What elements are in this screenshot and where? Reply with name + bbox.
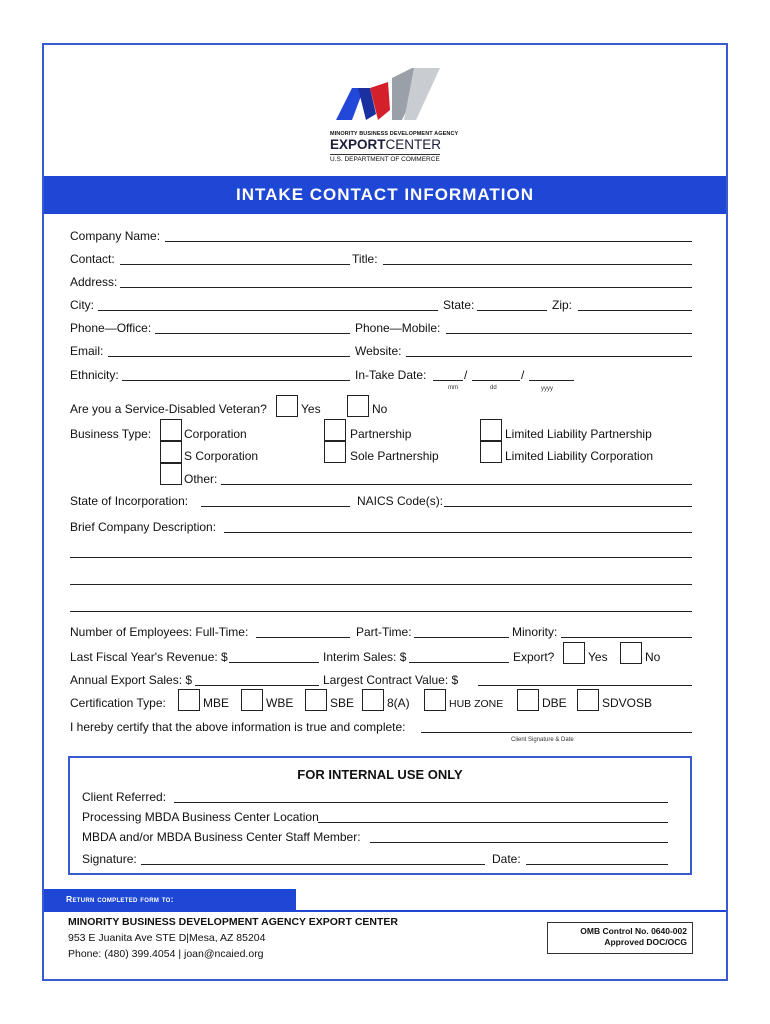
8a-checkbox[interactable] — [362, 689, 384, 711]
llc-checkbox[interactable] — [480, 441, 502, 463]
email-field[interactable] — [108, 356, 350, 357]
yyyy-caption: yyyy — [541, 386, 553, 392]
intake-day-field[interactable] — [472, 380, 520, 381]
website-field[interactable] — [406, 356, 692, 357]
internal-use-title: FOR INTERNAL USE ONLY — [297, 767, 463, 782]
full-time-label: Number of Employees: Full-Time: — [70, 625, 249, 639]
logo-export-center: EXPORTCENTER — [330, 137, 442, 152]
veteran-yes-checkbox[interactable] — [276, 395, 298, 417]
part-time-label: Part-Time: — [356, 625, 412, 639]
mbda-logo-mark — [330, 68, 452, 130]
sbe-checkbox[interactable] — [305, 689, 327, 711]
ethnicity-field[interactable] — [122, 380, 350, 381]
veteran-no-label: No — [372, 402, 388, 416]
title-label: Title: — [352, 252, 378, 266]
intake-year-field[interactable] — [529, 380, 574, 381]
address-field[interactable] — [120, 287, 692, 288]
export-question: Export? — [513, 650, 555, 664]
logo-department-text: U.S. DEPARTMENT OF COMMERCE — [330, 156, 440, 163]
s-corporation-label: S Corporation — [184, 449, 259, 463]
export-yes-checkbox[interactable] — [563, 642, 585, 664]
client-referred-label: Client Referred: — [82, 790, 167, 804]
partnership-checkbox[interactable] — [324, 419, 346, 441]
contact-label: Contact: — [70, 252, 115, 266]
other-checkbox[interactable] — [160, 463, 182, 485]
date-separator: / — [464, 368, 468, 382]
sbe-label: SBE — [330, 696, 355, 710]
veteran-question: Are you a Service-Disabled Veteran? — [70, 402, 267, 416]
other-label: Other: — [184, 472, 218, 486]
hubzone-checkbox[interactable] — [424, 689, 446, 711]
ethnicity-label: Ethnicity: — [70, 368, 119, 382]
export-yes-label: Yes — [588, 650, 608, 664]
full-time-field[interactable] — [256, 637, 350, 638]
staff-member-label: MBDA and/or MBDA Business Center Staff Member: — [82, 830, 361, 844]
city-field[interactable] — [98, 310, 438, 311]
zip-field[interactable] — [578, 310, 692, 311]
certification-label: Certification Type: — [70, 696, 166, 710]
internal-signature-field[interactable] — [141, 864, 485, 865]
sole-partnership-checkbox[interactable] — [324, 441, 346, 463]
state-incorporation-label: State of Incorporation: — [70, 494, 189, 508]
state-incorporation-field[interactable] — [201, 506, 350, 507]
mbe-label: MBE — [203, 696, 230, 710]
export-no-label: No — [645, 650, 661, 664]
8a-label: 8(A) — [387, 696, 410, 710]
return-divider — [44, 910, 726, 912]
date-separator: / — [521, 368, 525, 382]
processing-location-label: Processing MBDA Business Center Location — [82, 810, 319, 824]
staff-member-field[interactable] — [370, 842, 668, 843]
description-line[interactable] — [70, 557, 692, 558]
company-name-field[interactable] — [165, 241, 692, 242]
corporation-label: Corporation — [184, 427, 247, 441]
interim-sales-field[interactable] — [409, 662, 509, 663]
mbe-checkbox[interactable] — [178, 689, 200, 711]
internal-date-label: Date: — [492, 852, 521, 866]
other-field[interactable] — [221, 484, 692, 485]
dd-caption: dd — [490, 385, 497, 391]
zip-label: Zip: — [552, 298, 573, 312]
description-line[interactable] — [70, 584, 692, 585]
certify-statement: I hereby certify that the above information is true and complete: — [70, 720, 406, 734]
last-fiscal-label: Last Fiscal Year's Revenue: $ — [70, 650, 228, 664]
return-address: 953 E Juanita Ave STE D|Mesa, AZ 85204 — [68, 932, 266, 944]
description-label: Brief Company Description: — [70, 520, 217, 534]
description-field[interactable] — [224, 532, 692, 533]
veteran-yes-label: Yes — [301, 402, 321, 416]
phone-mobile-label: Phone—Mobile: — [355, 321, 441, 335]
phone-office-label: Phone—Office: — [70, 321, 152, 335]
phone-office-field[interactable] — [155, 333, 350, 334]
phone-mobile-field[interactable] — [446, 333, 692, 334]
contact-field[interactable] — [120, 264, 350, 265]
title-field[interactable] — [383, 264, 692, 265]
omb-control-box — [547, 922, 693, 954]
partnership-label: Partnership — [350, 427, 412, 441]
minority-field[interactable] — [561, 637, 692, 638]
processing-location-field[interactable] — [318, 822, 668, 823]
internal-signature-label: Signature: — [82, 852, 137, 866]
omb-approved: Approved DOC/OCG — [604, 937, 687, 947]
corporation-checkbox[interactable] — [160, 419, 182, 441]
sdvosb-checkbox[interactable] — [577, 689, 599, 711]
return-form-tab: Return completed form to: — [44, 889, 296, 910]
return-org-name: MINORITY BUSINESS DEVELOPMENT AGENCY EXPORT CENTER — [68, 916, 399, 928]
last-fiscal-field[interactable] — [229, 662, 319, 663]
dbe-label: DBE — [542, 696, 567, 710]
logo-agency-text: MINORITY BUSINESS DEVELOPMENT AGENCY — [330, 131, 459, 137]
naics-field[interactable] — [444, 506, 692, 507]
s-corporation-checkbox[interactable] — [160, 441, 182, 463]
internal-date-field[interactable] — [526, 864, 668, 865]
part-time-field[interactable] — [414, 637, 509, 638]
website-label: Website: — [355, 344, 402, 358]
address-label: Address: — [70, 275, 118, 289]
email-label: Email: — [70, 344, 104, 358]
annual-export-field[interactable] — [195, 685, 319, 686]
intake-month-field[interactable] — [433, 380, 463, 381]
page-title: INTAKE CONTACT INFORMATION — [44, 176, 726, 214]
description-line[interactable] — [70, 611, 692, 612]
hubzone-label: HUB ZONE — [449, 698, 504, 710]
return-phone-email: Phone: (480) 399.4054 | joan@ncaied.org — [68, 948, 264, 960]
wbe-checkbox[interactable] — [241, 689, 263, 711]
llp-checkbox[interactable] — [480, 419, 502, 441]
minority-label: Minority: — [512, 625, 558, 639]
client-signature-field[interactable] — [421, 732, 692, 733]
llc-label: Limited Liability Corporation — [505, 449, 654, 463]
largest-contract-label: Largest Contract Value: $ — [323, 673, 459, 687]
state-field[interactable] — [477, 310, 547, 311]
wbe-label: WBE — [266, 696, 294, 710]
interim-sales-label: Interim Sales: $ — [323, 650, 407, 664]
sole-partnership-label: Sole Partnership — [350, 449, 439, 463]
company-name-label: Company Name: — [70, 229, 161, 243]
dbe-checkbox[interactable] — [517, 689, 539, 711]
signature-caption: Client Signature & Date — [511, 737, 574, 743]
business-type-label: Business Type: — [70, 427, 152, 441]
intake-date-label: In-Take Date: — [355, 368, 427, 382]
omb-control-number: OMB Control No. 0640-002 — [580, 926, 687, 936]
annual-export-label: Annual Export Sales: $ — [70, 673, 193, 687]
mm-caption: mm — [448, 385, 458, 391]
mbda-logo — [330, 68, 459, 164]
city-label: City: — [70, 298, 94, 312]
naics-label: NAICS Code(s): — [357, 494, 444, 508]
veteran-no-checkbox[interactable] — [347, 395, 369, 417]
sdvosb-label: SDVOSB — [602, 696, 653, 710]
llp-label: Limited Liability Partnership — [505, 427, 652, 441]
state-label: State: — [443, 298, 475, 312]
export-no-checkbox[interactable] — [620, 642, 642, 664]
largest-contract-field[interactable] — [478, 685, 692, 686]
client-referred-field[interactable] — [174, 802, 668, 803]
